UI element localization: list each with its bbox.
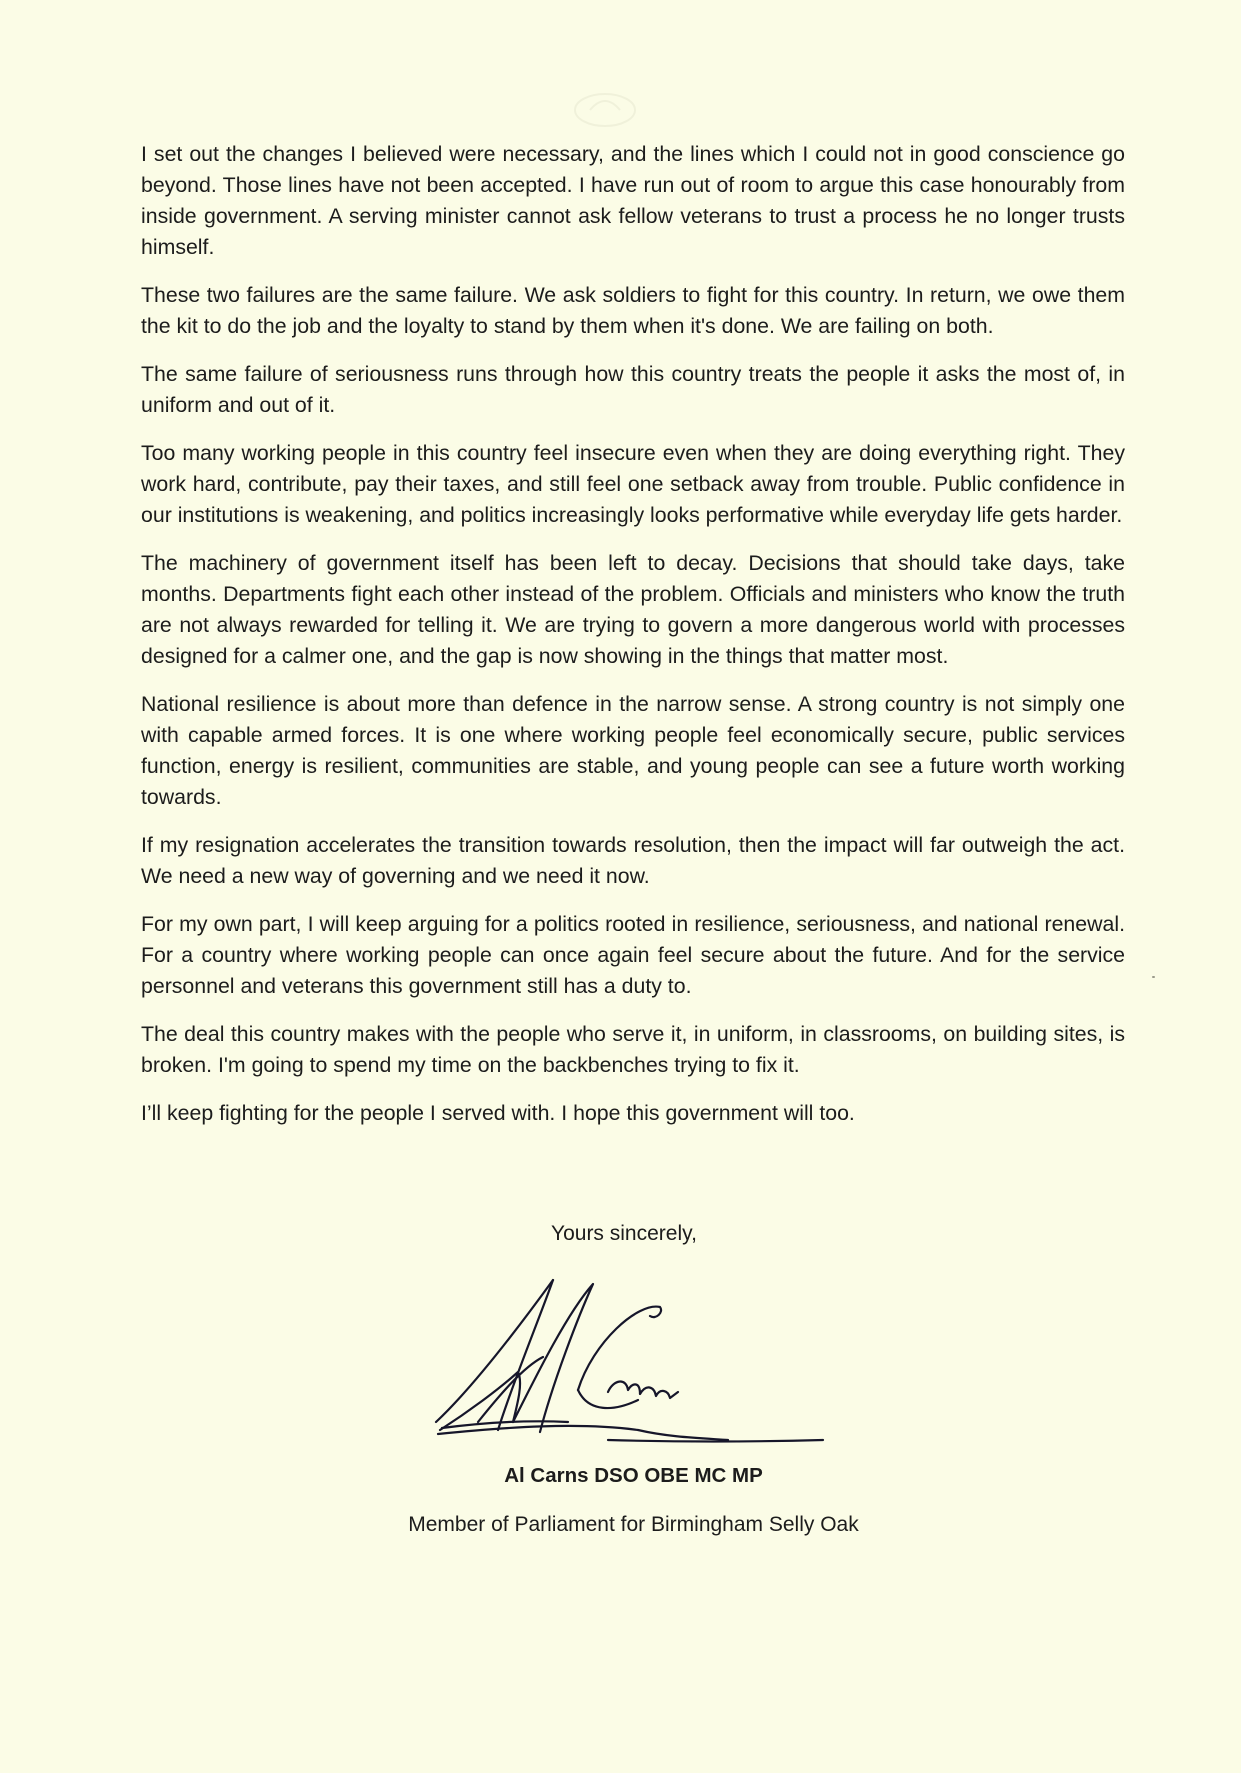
signatory-name: Al Carns DSO OBE MC MP (504, 1464, 763, 1487)
paragraph-1: I set out the changes I believed were necessary, and the lines which I could not in good conscience go beyond. Those lines have not been accepted. I have run out of room to argue this case honourably from inside government. A serving minister cannot ask fellow veterans to trust a process he no longer trusts himself. (141, 142, 1125, 259)
paragraph-3: The same failure of seriousness runs through how this country treats the people it asks the most of, in uniform and out of it. (141, 362, 1125, 417)
paragraph-8: For my own part, I will keep arguing for a politics rooted in resilience, seriousness, and national renewal. For a country where working people can once again feel secure about the future. And for the service personnel and veterans this government still has a duty to. (141, 912, 1125, 998)
scan-speck (1152, 976, 1155, 978)
closing-salutation: Yours sincerely, (551, 1222, 697, 1245)
paragraph-10: I’ll keep fighting for the people I served with. I hope this government will too. (141, 1101, 855, 1125)
letter-body (141, 139, 1125, 1129)
signature-icon (428, 1272, 868, 1452)
paragraph-6: National resilience is about more than defence in the narrow sense. A strong country is not simply one with capable armed forces. It is one where working people feel economically secure, public services function, energy is resilient, communities are stable, and young people can see a future worth working towards. (141, 692, 1125, 809)
paragraph-5: The machinery of government itself has been left to decay. Decisions that should take days, take months. Departments fight each other instead of the problem. Officials and ministers who know the truth are not always rewarded for telling it. We are trying to govern a more dangerous world with processes designed for a calmer one, and the gap is now showing in the things that matter most. (141, 551, 1125, 668)
signatory-role: Member of Parliament for Birmingham Selly Oak (408, 1513, 859, 1536)
paragraph-9: The deal this country makes with the people who serve it, in uniform, in classrooms, on building sites, is broken. I'm going to spend my time on the backbenches trying to fix it. (141, 1022, 1125, 1077)
paragraph-4: Too many working people in this country feel insecure even when they are doing everything right. They work hard, contribute, pay their taxes, and still feel one setback away from trouble. Public confidence in our institutions is weakening, and politics increasingly looks performative while everyday life gets harder. (141, 441, 1125, 527)
paragraph-7: If my resignation accelerates the transition towards resolution, then the impact will far outweigh the act. We need a new way of governing and we need it now. (141, 833, 1125, 888)
paragraph-2: These two failures are the same failure. We ask soldiers to fight for this country. In return, we owe them the kit to do the job and the loyalty to stand by them when it's done. We are failing on both. (141, 283, 1125, 338)
crest-watermark-icon (570, 88, 640, 130)
